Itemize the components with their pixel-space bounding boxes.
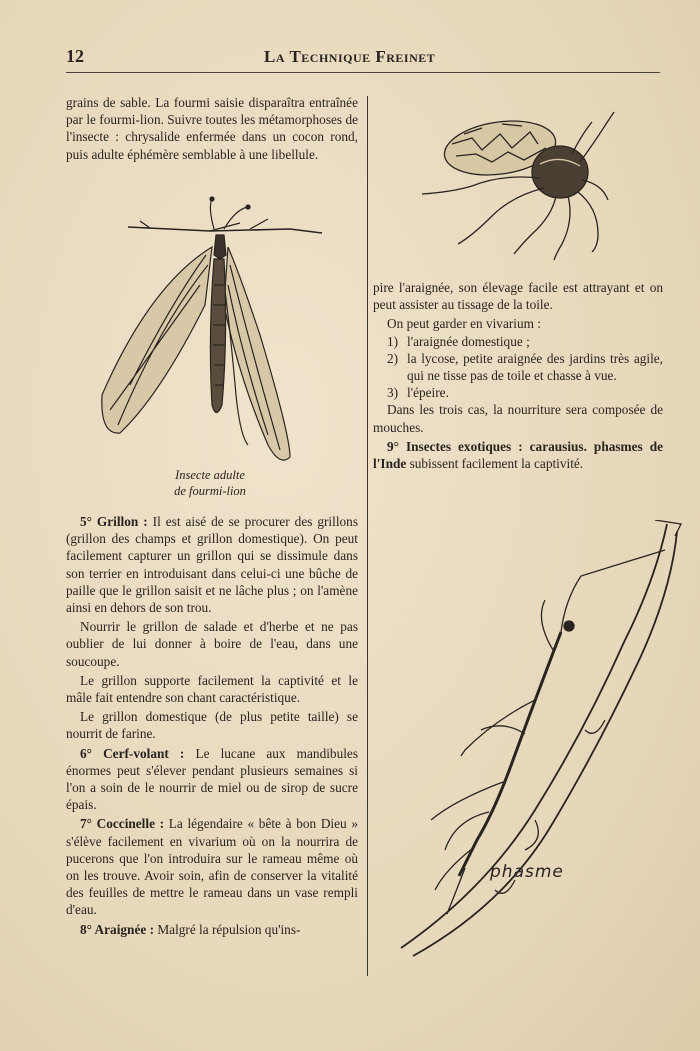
- list-item: [387, 350, 663, 384]
- left-column-top: [66, 94, 358, 163]
- list-text: l'araignée domestique ;: [407, 333, 530, 349]
- section-heading: 9° Insectes exotiques : carausius. phasmes de l'Inde: [373, 438, 663, 472]
- list-number: 1): [387, 333, 399, 349]
- list-text: l'épeire.: [407, 385, 449, 401]
- figure-caption: [130, 467, 290, 499]
- list-item: [387, 384, 663, 401]
- caption-line: Insecte adulte: [175, 468, 245, 482]
- section-heading: 6° Cerf-volant :: [80, 745, 185, 761]
- left-column-bottom: [66, 513, 358, 938]
- paragraph-text: Malgré la répulsion qu'ins-: [154, 921, 301, 937]
- spider-illustration: [412, 104, 622, 264]
- section-heading: 5° Grillon :: [80, 514, 148, 529]
- list-text: la lycose, petite araignée des jardins très agile, qui ne tisse pas de toile et chasse à vue.: [407, 350, 663, 384]
- section-heading: 7° Coccinelle :: [80, 816, 165, 832]
- paragraph: Dans les trois cas, la nourriture sera composée de mouches.: [373, 402, 663, 435]
- paragraph-exotic: [373, 438, 663, 472]
- list-item: [387, 333, 663, 350]
- running-title: La Technique Freinet: [264, 47, 436, 66]
- paragraph-cerf-volant: [66, 745, 358, 814]
- paragraph-araignee: [66, 921, 358, 938]
- paragraph: Nourrir le grillon de salade et d'herbe et ne pas oublier de lui donner à boire de l'eau, dans une soucoupe.: [66, 619, 358, 669]
- paragraph: On peut garder en vivarium :: [387, 316, 541, 332]
- paragraph-text: Le lucane aux mandibules énormes peut s'élever pendant plusieurs semaines si l'on a soin de le nourrir de miel ou de sirop de sucre épais.: [66, 745, 358, 813]
- right-column: [373, 279, 663, 472]
- paragraph: grains de sable. La fourmi saisie disparaîtra entraînée par le fourmi-lion. Suivre toutes les métamorphoses de l'insecte : chrysalide enfermée dans un cocon rond, puis adulte éphémère semblable à une libellule.: [66, 95, 358, 162]
- running-header: [66, 46, 660, 73]
- list-number: 3): [387, 385, 399, 401]
- page-number: 12: [66, 46, 84, 66]
- paragraph-coccinelle: [66, 815, 358, 918]
- paragraph-grillon: [66, 513, 358, 616]
- section-heading: 8° Araignée :: [80, 921, 155, 937]
- antlion-illustration: [90, 195, 330, 465]
- column-divider: [367, 96, 368, 976]
- list-number: 2): [387, 350, 399, 366]
- paragraph: Le grillon domestique (de plus petite taille) se nourrit de farine.: [66, 709, 358, 742]
- paragraph: Le grillon supporte facilement la captivité et le mâle fait entendre son chant caractéristique.: [66, 672, 358, 706]
- caption-line: de fourmi-lion: [174, 484, 246, 498]
- phasme-handwritten-label: phasme: [490, 862, 564, 882]
- paragraph-text: subissent facilement la captivité.: [406, 456, 584, 472]
- stick-insect-illustration: [385, 520, 685, 960]
- paragraph: pire l'araignée, son élevage facile est attrayant et on peut assister au tissage de la toile.: [373, 280, 663, 313]
- paragraph-text: Il est aisé de se procurer des grillons (grillon des champs et grillon domestique). On peut facilement capturer un grillon qui se dissimule dans son terrier en introduisant dans celui-ci une bûche de paille que le grillon saisit et ne lâche plus ; on l'amène ainsi en dehors de son trou.: [66, 514, 358, 616]
- paragraph-text: La légendaire « bête à bon Dieu » s'élève facilement en vivarium où on la nourrira de pucerons que l'on introduira sur le rameau même où on les trouve. Avoir soin, afin de conserver la vitalité des feuilles de mettre le rameau dans un vase rempli d'eau.: [66, 816, 358, 918]
